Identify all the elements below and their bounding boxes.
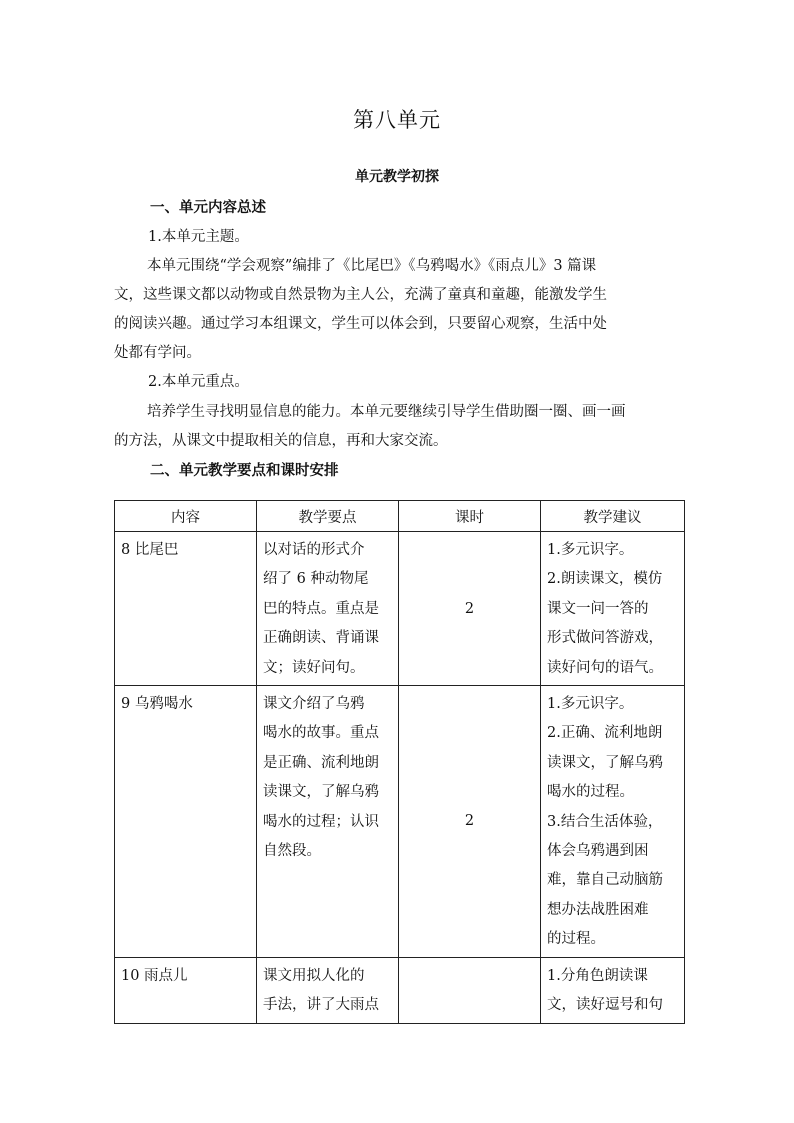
points-line: 手法，讲了大雨点 — [263, 997, 379, 1014]
item1-line-2: 文，这些课文都以动物或自然景物为主人公，充满了童真和童趣，能激发学生 — [114, 287, 607, 303]
row-advice — [541, 686, 685, 958]
points-line: 巴的特点。重点是 — [263, 600, 379, 617]
advice-line: 读课文，了解乌鸦 — [547, 754, 663, 771]
table-header-content: 内容 — [115, 501, 257, 532]
points-line: 读课文，了解乌鸦 — [263, 784, 379, 801]
item2-line-2: 的方法，从课文中提取相关的信息，再和大家交流。 — [114, 433, 448, 449]
row-hours: 2 — [399, 686, 541, 958]
item2-heading: 2.本单元重点。 — [148, 374, 249, 390]
points-line: 课文用拟人化的 — [263, 967, 365, 984]
advice-line: 难，靠自己动脑筋 — [547, 872, 663, 889]
lesson-table — [114, 500, 685, 1024]
advice-line: 课文一问一答的 — [547, 600, 649, 617]
section2-heading: 二、单元教学要点和课时安排 — [150, 462, 339, 479]
points-line: 课文介绍了乌鸦 — [263, 696, 365, 713]
table-header-advice: 教学建议 — [541, 501, 685, 532]
points-line: 以对话的形式介 — [263, 542, 365, 558]
row-content-text: 8 比尾巴 — [121, 542, 179, 558]
item2-line-1: 培养学生寻找明显信息的能力。本单元要继续引导学生借助圈一圈、画一画 — [147, 404, 626, 420]
advice-line: 的过程。 — [547, 931, 605, 948]
advice-line: 1.分角色朗读课 — [547, 967, 648, 984]
table-header-points: 教学要点 — [257, 501, 399, 532]
points-line: 正确朗读、背诵课 — [263, 630, 379, 647]
advice-line: 体会乌鸦遇到困 — [547, 843, 649, 860]
advice-line: 1.多元识字。 — [547, 542, 634, 558]
points-line: 喝水的过程；认识 — [263, 813, 379, 830]
row-hours: 2 — [399, 532, 541, 686]
item1-heading: 1.本单元主题。 — [148, 229, 249, 245]
advice-line: 2.正确、流利地朗 — [547, 725, 663, 742]
points-line: 文；读好问句。 — [263, 659, 365, 676]
row-points — [257, 686, 399, 958]
row-advice — [541, 957, 685, 1023]
table-row — [115, 532, 685, 686]
subtitle: 单元教学初探 — [355, 169, 439, 185]
advice-line: 想办法战胜困难 — [547, 901, 649, 918]
item1-line-3: 的阅读兴趣。通过学习本组课文，学生可以体会到，只要留心观察，生活中处 — [114, 316, 607, 332]
row-hours — [399, 957, 541, 1023]
table-header-hours: 课时 — [399, 501, 541, 532]
table-row — [115, 957, 685, 1023]
row-points — [257, 957, 399, 1023]
points-line: 是正确、流利地朗 — [263, 754, 379, 771]
page-title: 第八单元 — [353, 108, 441, 132]
advice-line: 读好问句的语气。 — [547, 659, 663, 676]
points-line: 绍了 6 种动物尾 — [263, 571, 369, 588]
row-content — [115, 957, 257, 1023]
advice-line: 3.结合生活体验， — [547, 813, 663, 830]
advice-line: 1.多元识字。 — [547, 696, 634, 713]
row-content — [115, 532, 257, 686]
section1-heading: 一、单元内容总述 — [150, 199, 266, 216]
advice-line: 喝水的过程。 — [547, 784, 634, 801]
advice-line: 文，读好逗号和句 — [547, 997, 663, 1014]
table-header-row — [115, 501, 685, 532]
advice-line: 形式做问答游戏， — [547, 630, 663, 647]
row-advice — [541, 532, 685, 686]
row-content-text: 9 乌鸦喝水 — [121, 696, 193, 713]
row-content-text: 10 雨点儿 — [121, 967, 188, 984]
points-line: 喝水的故事。重点 — [263, 725, 379, 742]
row-content — [115, 686, 257, 958]
item1-line-4: 处都有学问。 — [114, 345, 201, 361]
item1-line-1: 本单元围绕“学会观察”编排了《比尾巴》《乌鸦喝水》《雨点儿》3 篇课 — [147, 258, 597, 274]
points-line: 自然段。 — [263, 843, 321, 860]
row-points — [257, 532, 399, 686]
advice-line: 2.朗读课文，模仿 — [547, 571, 663, 588]
table-row — [115, 686, 685, 958]
